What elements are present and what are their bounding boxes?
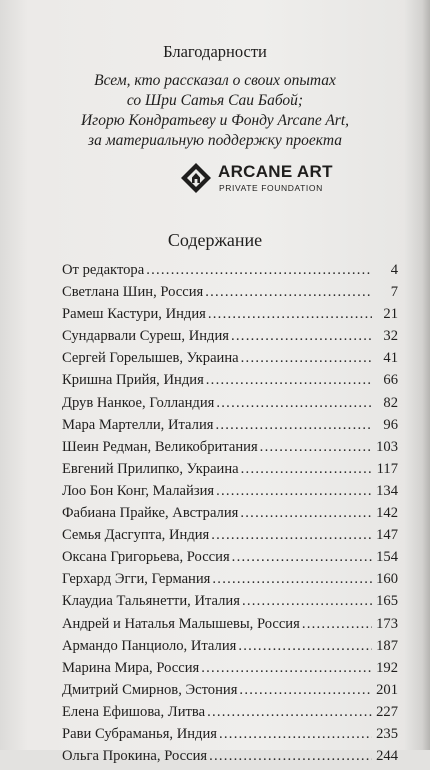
toc-dot-leader (212, 571, 372, 588)
toc-entry (62, 527, 398, 549)
toc-entry-page-number: 142 (376, 505, 398, 522)
toc-entry-page-number: 82 (383, 394, 398, 411)
toc-entry (62, 417, 398, 439)
toc-entry-page-number: 117 (376, 460, 398, 477)
toc-dot-leader (216, 395, 372, 412)
toc-entry-page-number: 7 (390, 284, 398, 301)
toc-dot-leader (209, 748, 372, 765)
toc-entry (62, 483, 398, 505)
toc-entry (62, 748, 398, 770)
toc-entry-title: Шеин Редман, Великобритания (62, 438, 258, 455)
toc-entry (62, 726, 398, 748)
toc-entry-page-number: 201 (376, 681, 398, 698)
toc-entry-title: Герхард Эгги, Германия (62, 571, 211, 588)
toc-entry-title: Андрей и Наталья Малышевы, Россия (62, 615, 300, 632)
toc-dot-leader (241, 350, 372, 367)
toc-dot-leader (146, 262, 372, 279)
toc-entry-page-number: 147 (376, 527, 398, 544)
toc-entry (62, 549, 398, 571)
toc-entry-title: Рамеш Кастури, Индия (62, 306, 206, 323)
logo-subtitle: PRIVATE FOUNDATION (219, 183, 323, 193)
toc-entry (62, 284, 398, 306)
toc-entry-page-number: 173 (376, 615, 398, 632)
toc-entry-page-number: 154 (376, 549, 398, 566)
toc-entry (62, 505, 398, 527)
toc-dot-leader (232, 549, 372, 566)
toc-dot-leader (205, 284, 372, 301)
toc-entry (62, 616, 398, 638)
acknowledgements-line: со Шри Сатья Саи Бабой; (126, 92, 304, 109)
toc-entry-title: Евгений Прилипко, Украина (62, 460, 239, 477)
toc-entry (62, 350, 398, 372)
toc-entry-title: Семья Дасгупта, Индия (62, 527, 210, 544)
toc-entry-page-number: 244 (376, 748, 398, 765)
toc-entry-title: Дмитрий Смирнов, Эстония (62, 681, 238, 698)
toc-dot-leader (231, 328, 372, 345)
toc-entry-page-number: 21 (383, 306, 398, 323)
toc-entry-title: Ольга Прокина, Россия (62, 748, 208, 765)
toc-entry-page-number: 103 (376, 438, 398, 455)
toc-dot-leader (206, 372, 372, 389)
toc-dot-leader (260, 439, 372, 456)
toc-entry (62, 704, 398, 726)
toc-dot-leader (241, 461, 372, 478)
acknowledgements-line: Всем, кто рассказал о своих опытах (94, 72, 336, 89)
acknowledgements-title: Благодарности (163, 42, 267, 61)
toc-dot-leader (242, 593, 372, 610)
toc-entry-title: Мара Мартелли, Италия (62, 416, 214, 433)
toc-entry (62, 660, 398, 682)
toc-entry-title: Светлана Шин, Россия (62, 284, 204, 301)
toc-entry-page-number: 32 (383, 328, 398, 345)
toc-dot-leader (239, 682, 372, 699)
toc-dot-leader (216, 483, 372, 500)
toc-dot-leader (207, 704, 372, 721)
toc-entry-title: Друв Нанкое, Голландия (62, 394, 215, 411)
toc-dot-leader (201, 660, 372, 677)
toc-entry-title: Фабиана Прайке, Австралия (62, 505, 239, 522)
toc-dot-leader (238, 638, 372, 655)
toc-dot-leader (240, 505, 372, 522)
toc-dot-leader (208, 306, 372, 323)
toc-entry-title: Клаудиа Тальянетти, Италия (62, 593, 240, 610)
toc-entry (62, 328, 398, 350)
toc-entry (62, 593, 398, 615)
toc-entry-title: От редактора (62, 262, 145, 278)
toc-entry-page-number: 41 (383, 350, 398, 367)
toc-dot-leader (302, 616, 372, 633)
toc-entry (62, 395, 398, 417)
toc-entry-title: Сергей Горелышев, Украина (62, 350, 239, 367)
toc-entry (62, 439, 398, 461)
arcane-art-logo (180, 162, 380, 194)
arcane-art-diamond-icon (180, 162, 212, 194)
toc-entry-title: Рави Субраманья, Индия (62, 725, 218, 742)
toc-entry-title: Марина Мира, Россия (62, 659, 200, 676)
toc-entry-page-number: 96 (383, 416, 398, 433)
toc-dot-leader (219, 726, 372, 743)
toc-entry-page-number: 187 (376, 637, 398, 654)
toc-entry-page-number: 192 (376, 659, 398, 676)
toc-dot-leader (211, 527, 372, 544)
acknowledgements-line: Игорю Кондратьеву и Фонду Arcane Art, (80, 112, 350, 129)
toc-entry-title: Кришна Прийя, Индия (62, 372, 204, 389)
toc-entry-page-number: 160 (376, 571, 398, 588)
toc-entry (62, 262, 398, 284)
toc-entry-page-number: 134 (376, 482, 398, 499)
toc-entry-title: Лоо Бон Конг, Малайзия (62, 482, 215, 499)
acknowledgements-line: за материальную поддержку проекта (88, 132, 342, 149)
contents-title: Содержание (167, 230, 263, 250)
logo-name: ARCANE ART (218, 162, 333, 181)
toc-entry-title: Сундарвали Суреш, Индия (62, 328, 229, 345)
toc-entry-title: Оксана Григорьева, Россия (62, 549, 230, 566)
toc-entry-title: Елена Ефишова, Литва (62, 703, 206, 720)
toc-dot-leader (215, 417, 372, 434)
toc-entry (62, 682, 398, 704)
toc-entry-page-number: 165 (376, 593, 398, 610)
toc-entry (62, 638, 398, 660)
toc-entry-page-number: 227 (376, 703, 398, 720)
toc-entry (62, 461, 398, 483)
toc-entry (62, 372, 398, 394)
table-of-contents (62, 262, 398, 770)
toc-entry (62, 571, 398, 593)
toc-entry-title: Армандо Панциоло, Италия (62, 637, 237, 654)
toc-entry (62, 306, 398, 328)
toc-entry-page-number: 235 (376, 725, 398, 742)
toc-entry-page-number: 66 (383, 372, 398, 389)
toc-entry-page-number: 4 (390, 262, 398, 278)
